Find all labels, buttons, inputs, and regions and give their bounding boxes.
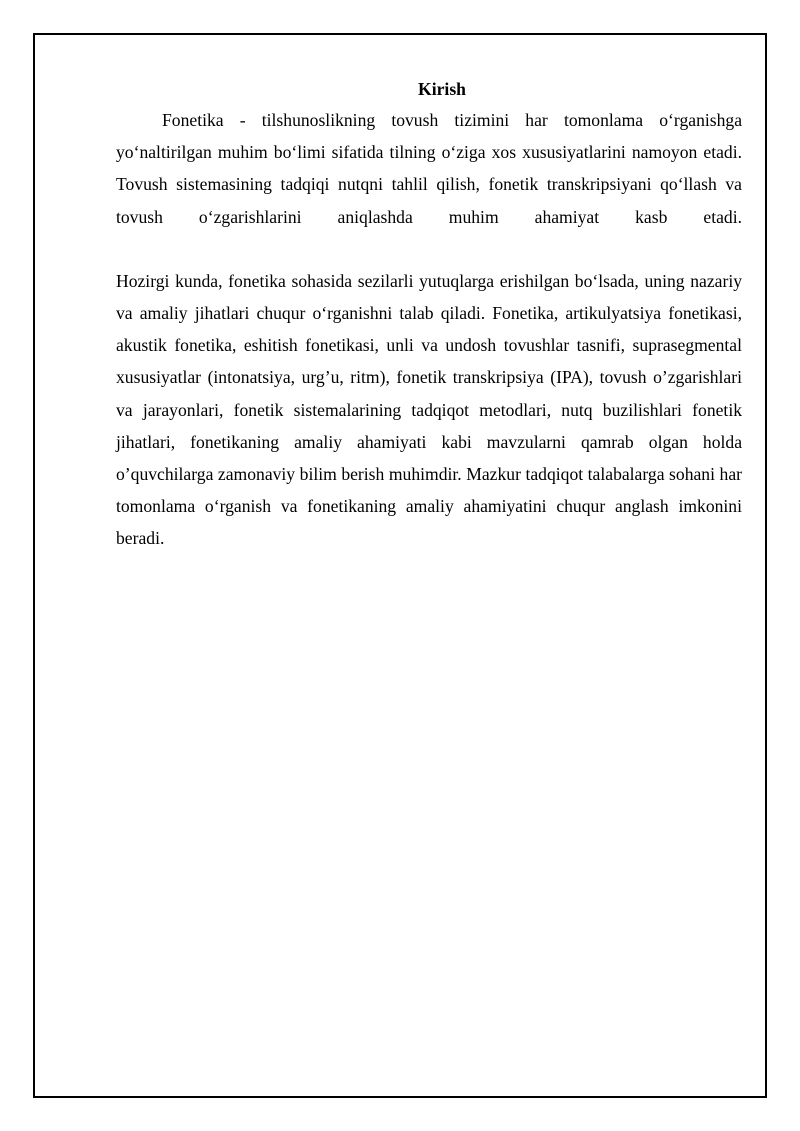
paragraph-intro: Fonetika - tilshunoslikning tovush tizimini har tomonlama o‘rganishga yo‘naltirilgan muhim bo‘limi sifatida tilning o‘ziga xos xususiyatlarini namoyon etadi. Tovush sistemasining tadqiqi nutqni tahlil qilish, fonetik transkripsiyani qo‘llash va tovush o‘zgarishlarini aniqlashda muhim ahamiyat kasb etadi. [116,110,742,227]
paragraph-spacer [116,233,742,265]
document-title: Kirish [418,79,466,99]
paragraph-main: Hozirgi kunda, fonetika sohasida sezilarli yutuqlarga erishilgan bo‘lsada, uning nazariy va amaliy jihatlari chuqur o‘rganishni talab qiladi. Fonetika, artikulyatsiya fonetikasi, akustik fonetika, eshitish fonetikasi, unli va undosh tovushlar tasnifi, suprasegmental xususiyatlar (intonatsiya, urg’u, ritm), fonetik transkripsiya (IPA), tovush o’zgarishlari va jarayonlari, fonetik sistemalarining tadqiqot metodlari, nutq buzilishlari fonetik jihatlari, fonetikaning amaliy ahamiyati kabi mavzularni qamrab olgan holda o’quvchilarga zamonaviy bilim berish muhimdir. Mazkur tadqiqot talabalarga sohani har tomonlama o‘rganish va fonetikaning amaliy ahamiyatini chuqur anglash imkonini beradi. [116,270,742,549]
document-body [116,74,742,555]
